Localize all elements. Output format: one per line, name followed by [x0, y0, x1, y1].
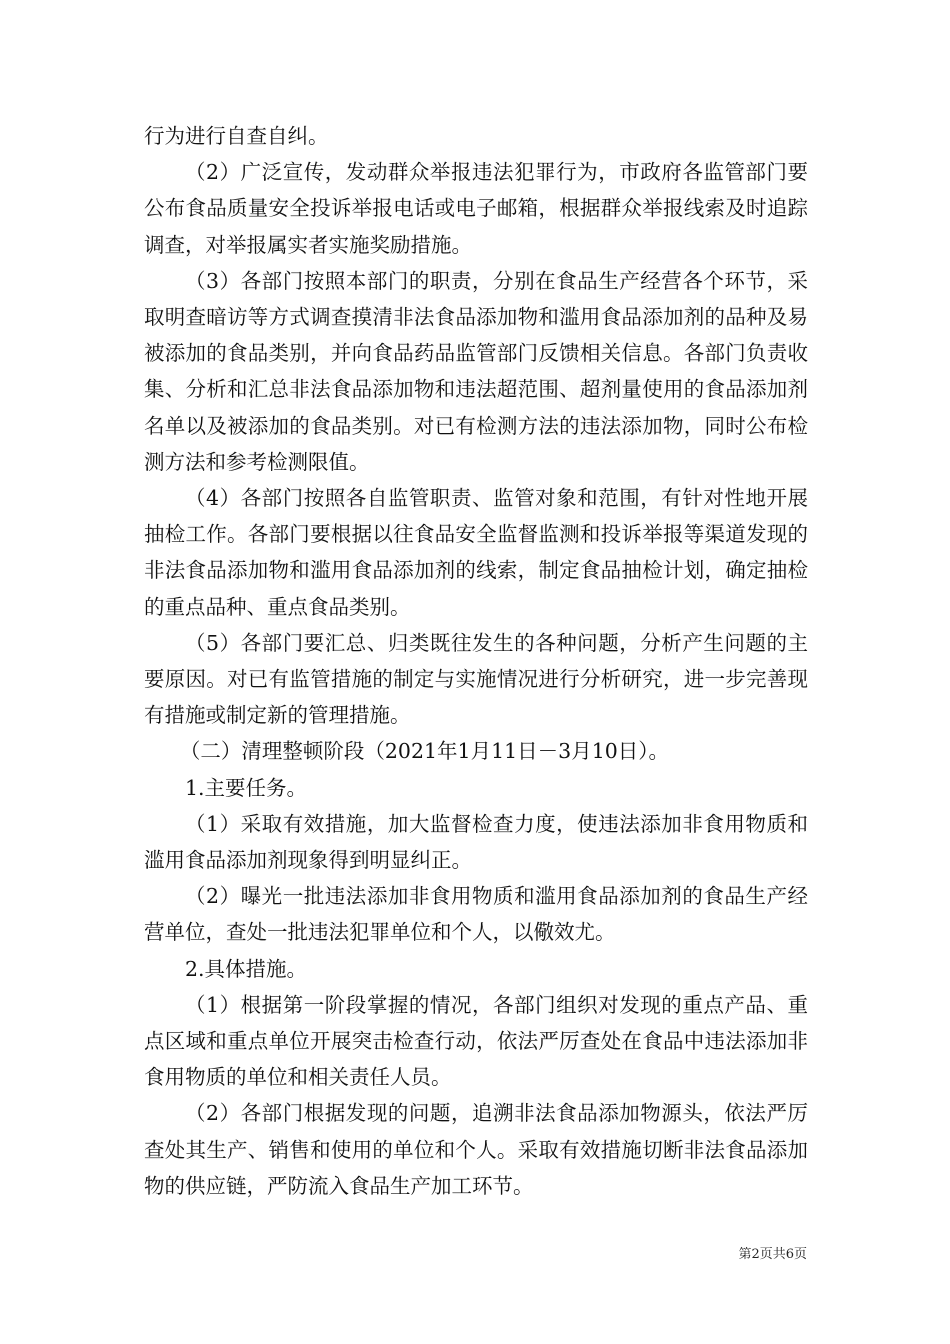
paragraph-task-1: （1）采取有效措施，加大监督检查力度，使违法添加非食用物质和滥用食品添加剂现象得到明显纠正。 — [144, 811, 808, 873]
paragraph-continuation: 行为进行自查自纠。 — [144, 124, 329, 148]
paragraph-measure-2: （2）各部门根据发现的问题，追溯非法食品添加物源头，依法严厉查处其生产、销售和使用的单位和个人。采取有效措施切断非法食品添加物的供应链，严防流入食品生产加工环节。 — [144, 1101, 808, 1198]
subheading-main-tasks: 1.主要任务。 — [185, 775, 308, 800]
paragraph-item-4-sampling: （4）各部门按照各自监管职责、监管对象和范围，有针对性地开展抽检工作。各部门要根据以往食品安全监督监测和投诉举报等渠道发现的非法食品添加物和滥用食品添加剂的线索，制定食品抽检计划，确定抽检的重点品种、重点食品类别。 — [144, 486, 808, 619]
paragraph-item-3-investigation: （3）各部门按照本部门的职责，分别在食品生产经营各个环节，采取明查暗访等方式调查摸清非法食品添加物和滥用食品添加剂的品种及易被添加的食品类别，并向食品药品监管部门反馈相关信息。各部门负责收集、分析和汇总非法食品添加物和违法超范围、超剂量使用的食品添加剂名单以及被添加的食品类别。对已有检测方法的违法添加物，同时公布检测方法和参考检测限值。 — [144, 268, 808, 474]
page-number-footer: 第2页共6页 — [738, 1247, 807, 1262]
paragraph-task-2: （2）曝光一批违法添加非食用物质和滥用食品添加剂的食品生产经营单位，查处一批违法犯罪单位和个人，以儆效尤。 — [144, 884, 808, 945]
paragraph-item-5-analysis: （5）各部门要汇总、归类既往发生的各种问题，分析产生问题的主要原因。对已有监管措施的制定与实施情况进行分析研究，进一步完善现有措施或制定新的管理措施。 — [144, 630, 808, 728]
paragraph-measure-1: （1）根据第一阶段掌握的情况，各部门组织对发现的重点产品、重点区域和重点单位开展突击检查行动，依法严厉查处在食品中违法添加非食用物质的单位和相关责任人员。 — [144, 992, 808, 1090]
paragraph-item-2-publicity: （2）广泛宣传，发动群众举报违法犯罪行为，市政府各监管部门要公布食品质量安全投诉举报电话或电子邮箱，根据群众举报线索及时追踪调查，对举报属实者实施奖励措施。 — [144, 160, 808, 257]
document-body — [144, 118, 808, 1204]
subheading-specific-measures: 2.具体措施。 — [185, 956, 308, 981]
section-heading-rectification-stage: （二）清理整顿阶段（2021年1月11日－3月10日）。 — [179, 739, 670, 764]
